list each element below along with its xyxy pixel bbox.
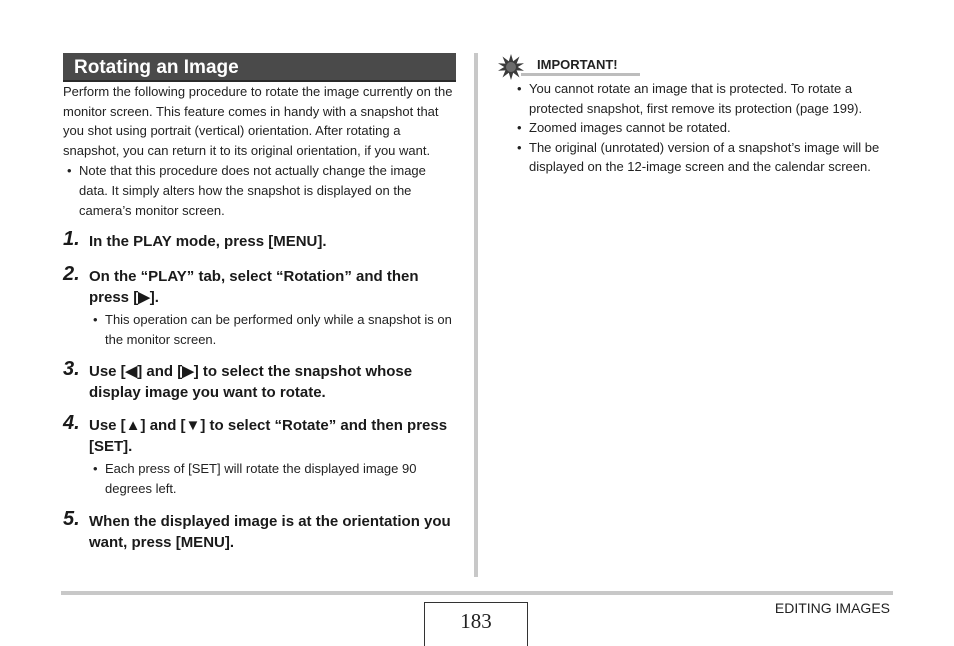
step-text: Use [▲] and [▼] to select “Rotate” and then press [SET].	[89, 417, 448, 455]
important-label: IMPORTANT!	[537, 57, 618, 72]
step-number: 3.	[63, 358, 80, 380]
important-item: • You cannot rotate an image that is protected. To rotate a protected snapshot, first remove its protection (page 199).	[513, 79, 893, 118]
step-number: 1.	[63, 228, 80, 250]
important-item: • Zoomed images cannot be rotated.	[513, 118, 893, 138]
intro-block	[63, 82, 458, 220]
important-underline	[521, 73, 640, 76]
page-number-box	[424, 602, 528, 646]
section-title: Rotating an Image	[63, 53, 456, 82]
step-text: On the “PLAY” tab, select “Rotation” and then press [▶].	[89, 268, 419, 306]
step-4	[63, 412, 458, 499]
step-number: 4.	[63, 412, 80, 434]
intro-paragraph: Perform the following procedure to rotate the image currently on the monitor screen. This feature comes in handy with a snapshot that you shot using portrait (vertical) orientation. After rotating a snapshot, you can return it to its original orientation, if you want.	[63, 84, 453, 158]
step-text: In the PLAY mode, press [MENU].	[89, 233, 327, 250]
step-note: • This operation can be performed only while a snapshot is on the monitor screen.	[89, 310, 458, 350]
column-divider	[474, 53, 478, 577]
step-2	[63, 263, 458, 350]
footer-section-name: EDITING IMAGES	[774, 600, 890, 616]
step-3	[63, 358, 458, 403]
step-number: 5.	[63, 508, 80, 530]
starburst-icon	[498, 54, 524, 80]
step-text: Use [◀] and [▶] to select the snapshot whose display image you want to rotate.	[89, 363, 413, 401]
important-item: • The original (unrotated) version of a snapshot’s image will be displayed on the 12-image screen and the calendar screen.	[513, 138, 893, 177]
step-text: When the displayed image is at the orientation you want, press [MENU].	[89, 513, 451, 551]
important-list	[513, 79, 893, 177]
step-5	[63, 508, 458, 553]
step-number: 2.	[63, 263, 80, 285]
step-note: • Each press of [SET] will rotate the displayed image 90 degrees left.	[89, 459, 458, 499]
intro-note: • Note that this procedure does not actually change the image data. It simply alters how the snapshot is displayed on the camera’s monitor screen.	[63, 161, 458, 220]
footer-rule	[61, 591, 893, 595]
page-number: 183	[460, 609, 492, 633]
step-1	[63, 228, 458, 253]
